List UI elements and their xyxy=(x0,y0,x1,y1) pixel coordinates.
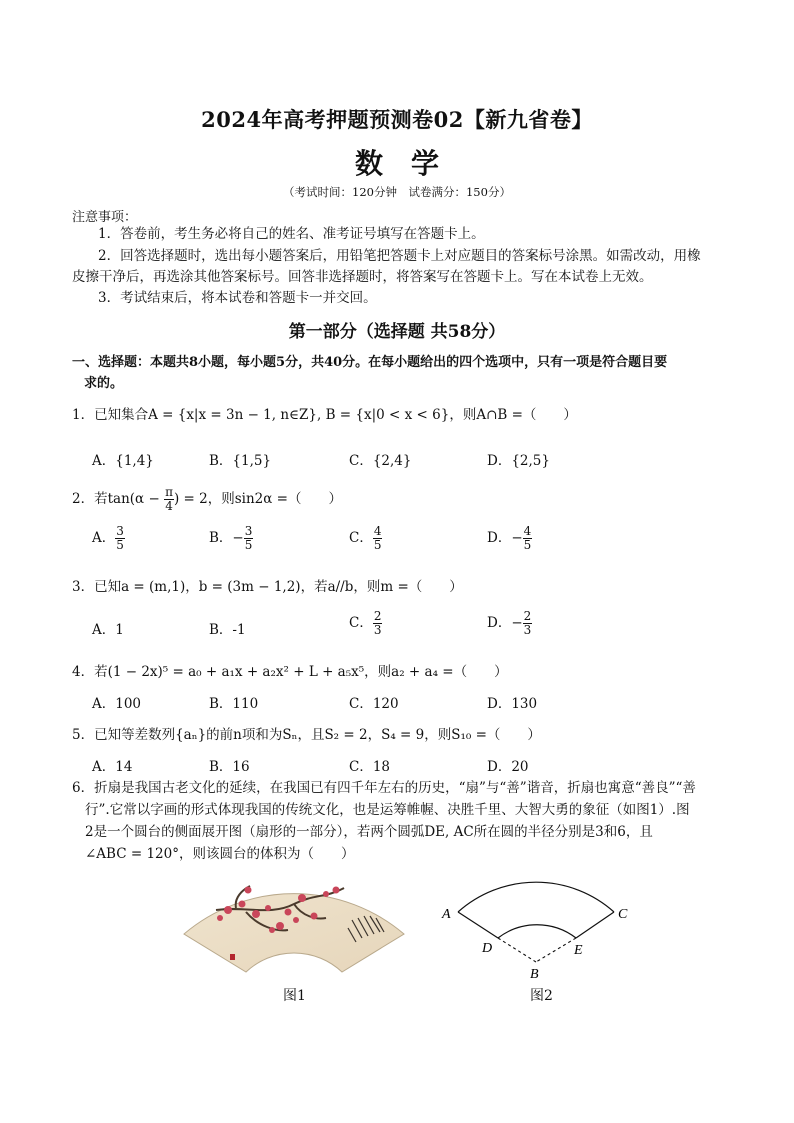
segment-ad xyxy=(458,912,498,938)
label-e: E xyxy=(574,943,583,958)
question-2-option-b: B．− $\frac{3}{5}$ xyxy=(209,524,253,552)
segment-eb xyxy=(536,938,576,962)
annular-sector-diagram xyxy=(438,866,638,984)
part-instructions-line-1: 一、选择题：本题共8小题，每小题5分，共40分。在每小题给出的四个选项中，只有一项是符合题目要 xyxy=(72,355,668,370)
question-6-line-4: ∠ABC = 120°，则该圆台的体积为（ ） xyxy=(85,846,355,862)
question-2-fraction xyxy=(164,486,174,513)
question-2-stem xyxy=(72,486,342,513)
subject-char-2: 学 xyxy=(411,147,440,180)
question-6-line-2: 行”.它常以字画的形式体现我国的传统文化，也是运筹帷幄、决胜千里、大智大勇的象征（如图1）.图 xyxy=(85,802,690,818)
subject-heading xyxy=(0,142,794,182)
question-2-stem-pre: 2．若tan xyxy=(72,491,130,507)
question-1-option-b: B．{1,5} xyxy=(209,453,272,469)
question-5-option-d: D．20 xyxy=(487,759,529,775)
question-1-option-d: D．{2,5} xyxy=(487,453,550,469)
section-title: 第一部分（选择题 共58分） xyxy=(288,322,506,342)
question-2-option-d: D．− $\frac{4}{5}$ xyxy=(487,524,532,552)
label-a: A xyxy=(442,907,451,922)
question-2-fraction-den: 4 xyxy=(165,499,173,513)
question-6-line-1: 6．折扇是我国古老文化的延续，在我国已有四千年左右的历史，“扇”与“善”谐音，折扇也寓意“善良”“善 xyxy=(72,780,696,796)
question-4-stem: 4．若(1 − 2x)⁵ = a₀ + a₁x + a₂x² + L + a₅x⁵，则a₂ + a₄ =（ ） xyxy=(72,664,508,680)
notice-heading: 注意事项： xyxy=(72,210,138,225)
question-2-fraction-num: π xyxy=(165,485,173,499)
question-4-option-c: C．120 xyxy=(349,696,399,712)
notice-item-2-line-2: 皮擦干净后，再选涂其他答案标号。回答非选择题时，将答案写在答题卡上。写在本试卷上无效。 xyxy=(72,269,653,285)
question-3-option-c: C． $\frac{2}{3}$ xyxy=(349,609,382,637)
part-instructions xyxy=(72,352,732,394)
label-c: C xyxy=(618,907,628,922)
segment-db xyxy=(498,938,536,962)
question-4-option-a: A．100 xyxy=(92,696,142,712)
question-3-stem: 3．已知a = (m,1)，b = (3m − 1,2)，若a//b，则m =（ ） xyxy=(72,579,463,595)
question-1-option-a: A．{1,4} xyxy=(92,453,154,469)
exam-info: （考试时间：120分钟 试卷满分：150分） xyxy=(283,185,511,199)
outer-arc-ac xyxy=(458,882,614,912)
question-2-option-c: C． $\frac{4}{5}$ xyxy=(349,524,382,552)
question-5-option-c: C．18 xyxy=(349,759,391,775)
question-2-stem-post: ) = 2，则sin2α =（ ） xyxy=(173,491,342,507)
seal-stamp xyxy=(230,954,235,960)
question-6-line-3: 2是一个圆台的侧面展开图（扇形的一部分），若两个圆弧DE, AC所在圆的半径分别是3和6，且 xyxy=(85,824,653,840)
question-1-stem: 1．已知集合A = {x|x = 3n − 1, n∈Z}, B = {x|0 < x < 6}，则A∩B =（ ） xyxy=(72,407,577,423)
question-1-option-c: C．{2,4} xyxy=(349,453,412,469)
label-d: D xyxy=(482,941,493,956)
question-2-paren: (α − xyxy=(129,491,160,507)
inner-arc-de xyxy=(498,925,576,938)
question-5-stem: 5．已知等差数列{aₙ}的前n项和为Sₙ，且S₂ = 2，S₄ = 9，则S₁₀ =（ ） xyxy=(72,727,541,743)
subject-char-1: 数 xyxy=(354,147,383,180)
figure-1-caption: 图1 xyxy=(283,988,306,1004)
notice-item-3: 3．考试结束后，将本试卷和答题卡一并交回。 xyxy=(98,290,377,306)
part-instructions-line-2: 求的。 xyxy=(84,376,124,391)
question-3-option-b: B．-1 xyxy=(209,622,246,638)
question-5-option-a: A．14 xyxy=(92,759,133,775)
question-5-option-b: B．16 xyxy=(209,759,250,775)
question-3-option-d: D．− $\frac{2}{3}$ xyxy=(487,609,532,637)
figure-2-caption: 图2 xyxy=(530,988,553,1004)
question-4-option-d: D．130 xyxy=(487,696,538,712)
question-2-option-a: A． $\frac{3}{5}$ xyxy=(92,524,124,552)
notice-item-2-line-1: 2．回答选择题时，选出每小题答案后，用铅笔把答题卡上对应题目的答案标号涂黑。如需改动，用橡 xyxy=(98,248,701,264)
folding-fan-painting xyxy=(176,868,412,978)
question-3-option-a: A．1 xyxy=(92,622,124,638)
notice-item-1: 1．答卷前，考生务必将自己的姓名、准考证号填写在答题卡上。 xyxy=(98,226,485,242)
exam-title: 2024年高考押题预测卷02【新九省卷】 xyxy=(201,107,593,132)
label-b: B xyxy=(530,967,539,982)
question-4-option-b: B．110 xyxy=(209,696,259,712)
segment-ce xyxy=(576,912,614,938)
